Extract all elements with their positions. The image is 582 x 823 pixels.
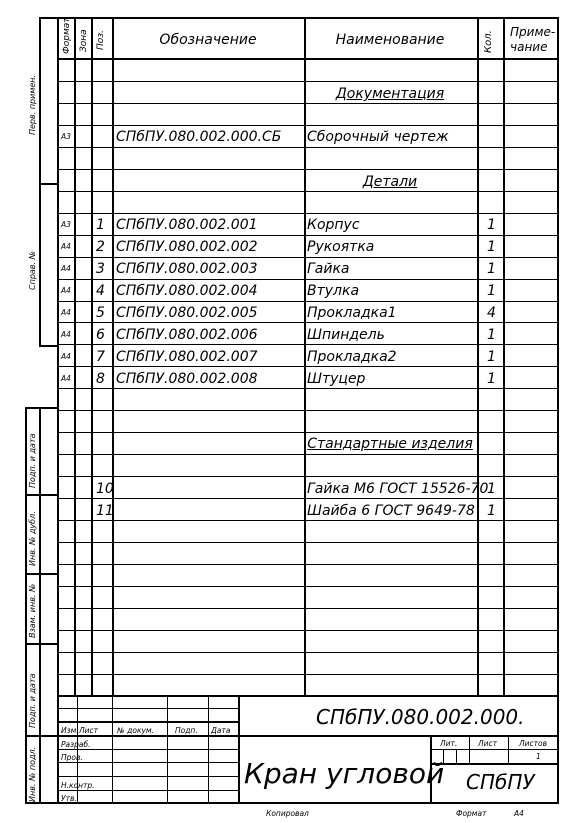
- label-sprav-no: Справ. №: [28, 251, 37, 290]
- row-format: А3: [61, 132, 71, 141]
- title-block-vline: [238, 695, 240, 804]
- tb-row-rule: [57, 749, 238, 750]
- tb-info-rule: [430, 749, 559, 750]
- label-inv-dubl: Инв. № дубл.: [28, 511, 37, 566]
- tb-col-izm: Изм.: [61, 726, 79, 735]
- row-pos: 11: [96, 503, 114, 519]
- row-qty: 1: [487, 239, 496, 255]
- row-name: Рукоятка: [307, 239, 375, 255]
- row-qty: 1: [487, 481, 496, 497]
- tb-row-rule: [57, 776, 238, 777]
- column-rule: [304, 17, 306, 696]
- label-podp-data-1: Подп. и дата: [28, 433, 37, 488]
- row-rule: [57, 410, 559, 411]
- row-pos: 7: [96, 349, 105, 365]
- row-rule: [57, 235, 559, 236]
- tb-info-rule: [430, 763, 559, 765]
- row-rule: [57, 81, 559, 82]
- row-rule: [57, 366, 559, 367]
- title-block-top: [57, 695, 559, 697]
- row-rule: [57, 630, 559, 631]
- label-vzam-inv: Взам. инв. №: [28, 583, 37, 638]
- row-name: Шайба 6 ГОСТ 9649-78: [307, 503, 475, 519]
- row-qty: 1: [487, 283, 496, 299]
- row-name: Прокладка1: [307, 305, 397, 321]
- tb-col-list: Лист: [79, 726, 99, 735]
- tb-utv: Утв.: [61, 794, 77, 803]
- row-qty: 4: [487, 305, 496, 321]
- row-designation: СПбПУ.080.002.000.СБ: [116, 129, 282, 145]
- column-rule: [477, 17, 479, 696]
- row-format: А4: [61, 286, 71, 295]
- header-name: Наименование: [335, 32, 445, 48]
- row-qty: 1: [487, 217, 496, 233]
- section-standard: Стандартные изделия: [307, 436, 473, 452]
- row-name: Гайка М6 ГОСТ 15526-70: [307, 481, 489, 497]
- row-pos: 4: [96, 283, 105, 299]
- row-pos: 2: [96, 239, 105, 255]
- tb-razrab: Разраб.: [61, 740, 91, 749]
- column-rule: [503, 17, 505, 696]
- header-rule: [57, 58, 559, 60]
- row-designation: СПбПУ.080.002.002: [116, 239, 258, 255]
- label-perv-primen: Перв. примен.: [28, 74, 37, 135]
- row-rule: [57, 520, 559, 521]
- row-pos: 5: [96, 305, 105, 321]
- header-note-2: чание: [510, 40, 548, 54]
- row-qty: 1: [487, 503, 496, 519]
- tb-lit: Лит.: [440, 739, 458, 748]
- row-rule: [57, 674, 559, 675]
- row-pos: 6: [96, 327, 105, 343]
- row-rule: [57, 344, 559, 345]
- row-rule: [57, 388, 559, 389]
- row-rule: [57, 169, 559, 170]
- document-code: СПбПУ.080.002.000.: [316, 705, 525, 729]
- row-pos: 10: [96, 481, 114, 497]
- row-format: А4: [61, 242, 71, 251]
- row-name: Втулка: [307, 283, 360, 299]
- header-designation: Обозначение: [159, 32, 257, 48]
- row-rule: [57, 257, 559, 258]
- row-rule: [57, 542, 559, 543]
- tb-row-rule: [57, 708, 238, 709]
- row-rule: [57, 432, 559, 433]
- row-name: Прокладка2: [307, 349, 397, 365]
- column-rule: [112, 17, 114, 696]
- row-format: А4: [61, 374, 71, 383]
- row-rule: [57, 498, 559, 499]
- row-format: А4: [61, 308, 71, 317]
- row-designation: СПбПУ.080.002.006: [116, 327, 258, 343]
- row-qty: 1: [487, 261, 496, 277]
- row-rule: [57, 586, 559, 587]
- tb-n-kontr: Н.контр.: [61, 781, 95, 790]
- row-rule: [57, 476, 559, 477]
- row-name: Корпус: [307, 217, 360, 233]
- column-rule: [74, 17, 76, 696]
- row-designation: СПбПУ.080.002.003: [116, 261, 258, 277]
- footer-format-value: А4: [514, 809, 524, 818]
- row-name: Шпиндель: [307, 327, 385, 343]
- row-format: А4: [61, 264, 71, 273]
- row-rule: [57, 191, 559, 192]
- tb-list: Лист: [478, 739, 498, 748]
- row-rule: [57, 213, 559, 214]
- row-designation: СПбПУ.080.002.008: [116, 371, 258, 387]
- section-documentation: Документация: [335, 86, 445, 102]
- row-designation: СПбПУ.080.002.005: [116, 305, 258, 321]
- row-rule: [57, 103, 559, 104]
- tb-col-podp: Подп.: [175, 726, 198, 735]
- row-rule: [57, 301, 559, 302]
- row-format: А4: [61, 330, 71, 339]
- tb-info-col: [469, 735, 470, 763]
- row-rule: [57, 564, 559, 565]
- title: Кран угловой: [244, 757, 445, 790]
- tb-row-rule: [57, 790, 238, 791]
- row-rule: [57, 322, 559, 323]
- row-rule: [57, 652, 559, 653]
- row-pos: 3: [96, 261, 105, 277]
- row-format: А3: [61, 220, 71, 229]
- row-rule: [57, 147, 559, 148]
- tb-listov-value: 1: [536, 752, 541, 761]
- row-designation: СПбПУ.080.002.004: [116, 283, 258, 299]
- tb-lit-cell: [456, 749, 457, 763]
- header-qty: Кол.: [483, 30, 494, 53]
- row-rule: [57, 279, 559, 280]
- column-rule: [91, 17, 93, 696]
- tb-info-col: [508, 735, 509, 763]
- tb-prov: Пров.: [61, 753, 83, 762]
- title-block-mid: [57, 735, 559, 737]
- row-designation: СПбПУ.080.002.007: [116, 349, 258, 365]
- tb-row-rule: [57, 762, 238, 763]
- header-zone: Зона: [79, 29, 89, 52]
- header-format: Формат: [62, 17, 72, 54]
- tb-col-date: Дата: [211, 726, 231, 735]
- row-designation: СПбПУ.080.002.001: [116, 217, 258, 233]
- organization: СПбПУ: [466, 770, 535, 794]
- row-name: Гайка: [307, 261, 350, 277]
- section-parts: Детали: [362, 174, 418, 190]
- row-pos: 8: [96, 371, 105, 387]
- label-podp-data-2: Подп. и дата: [28, 673, 37, 728]
- header-note-1: Приме-: [510, 25, 556, 39]
- row-rule: [57, 454, 559, 455]
- row-qty: 1: [487, 327, 496, 343]
- row-rule: [57, 608, 559, 609]
- row-name: Штуцер: [307, 371, 366, 387]
- tb-col-doc: № докум.: [117, 726, 154, 735]
- row-qty: 1: [487, 371, 496, 387]
- row-name: Сборочный чертеж: [307, 129, 449, 145]
- footer-format-label: Формат: [456, 809, 487, 818]
- tb-row-rule: [57, 721, 238, 723]
- row-format: А4: [61, 352, 71, 361]
- row-qty: 1: [487, 349, 496, 365]
- header-pos: Поз.: [96, 30, 106, 50]
- row-rule: [57, 125, 559, 126]
- label-inv-podl: Инв. № подл.: [28, 746, 37, 802]
- left-strip-upper: [39, 17, 58, 347]
- tb-listov: Листов: [519, 739, 548, 748]
- footer-copied: Копировал: [266, 809, 309, 818]
- row-pos: 1: [96, 217, 105, 233]
